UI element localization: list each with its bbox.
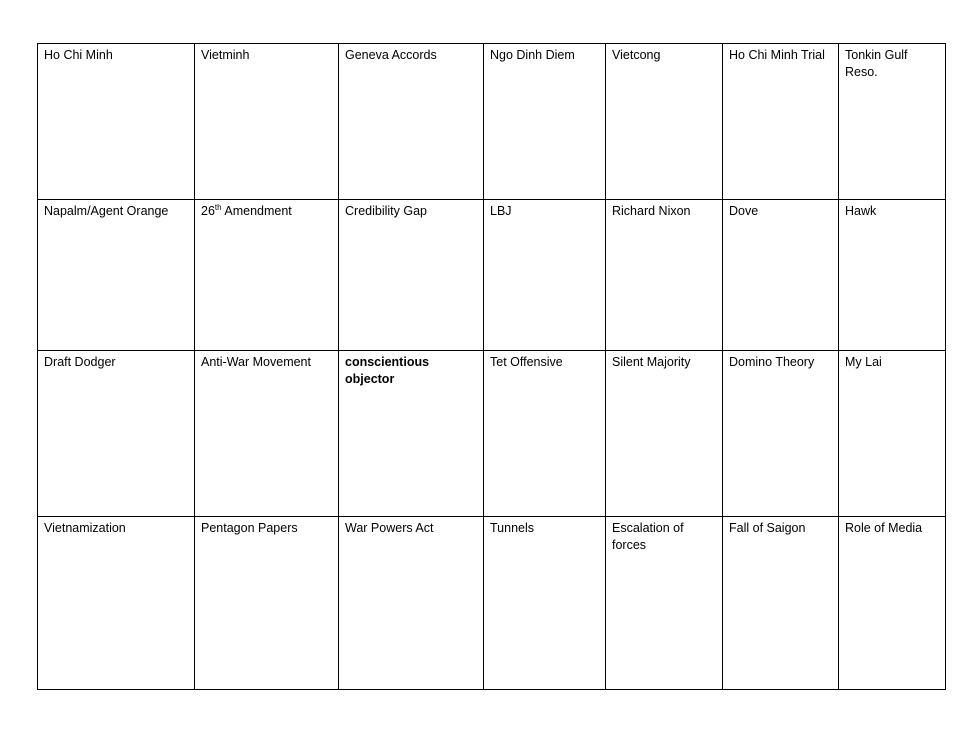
- vocabulary-grid: [37, 43, 946, 690]
- grid-cell: Vietminh: [195, 44, 339, 200]
- grid-cell: Role of Media: [839, 517, 946, 690]
- grid-cell: Draft Dodger: [38, 351, 195, 517]
- grid-cell: War Powers Act: [339, 517, 484, 690]
- grid-row: [38, 517, 946, 690]
- grid-cell: Ho Chi Minh: [38, 44, 195, 200]
- grid-cell: Dove: [723, 200, 839, 351]
- grid-cell: Ngo Dinh Diem: [484, 44, 606, 200]
- grid-cell: Escalation of forces: [606, 517, 723, 690]
- grid-cell: Credibility Gap: [339, 200, 484, 351]
- grid-cell: Ho Chi Minh Trial: [723, 44, 839, 200]
- grid-cell: Fall of Saigon: [723, 517, 839, 690]
- grid-row: [38, 200, 946, 351]
- grid-cell: My Lai: [839, 351, 946, 517]
- grid-cell: Tet Offensive: [484, 351, 606, 517]
- grid-cell: Tunnels: [484, 517, 606, 690]
- ordinal-suffix: th: [214, 202, 222, 212]
- grid-cell: Napalm/Agent Orange: [38, 200, 195, 351]
- amendment-label: Amendment: [221, 204, 292, 218]
- grid-cell: Tonkin Gulf Reso.: [839, 44, 946, 200]
- amendment-number: 26: [201, 204, 215, 218]
- grid-cell: Domino Theory: [723, 351, 839, 517]
- grid-cell-bold: conscientious objector: [339, 351, 484, 517]
- grid-cell: Vietnamization: [38, 517, 195, 690]
- grid-cell: Richard Nixon: [606, 200, 723, 351]
- grid-row: [38, 44, 946, 200]
- grid-cell: Vietcong: [606, 44, 723, 200]
- grid-cell: [195, 200, 339, 351]
- grid-cell: Hawk: [839, 200, 946, 351]
- grid-row: [38, 351, 946, 517]
- grid-cell: Geneva Accords: [339, 44, 484, 200]
- grid-cell: Anti-War Movement: [195, 351, 339, 517]
- grid-cell: Pentagon Papers: [195, 517, 339, 690]
- grid-cell: Silent Majority: [606, 351, 723, 517]
- grid-cell: LBJ: [484, 200, 606, 351]
